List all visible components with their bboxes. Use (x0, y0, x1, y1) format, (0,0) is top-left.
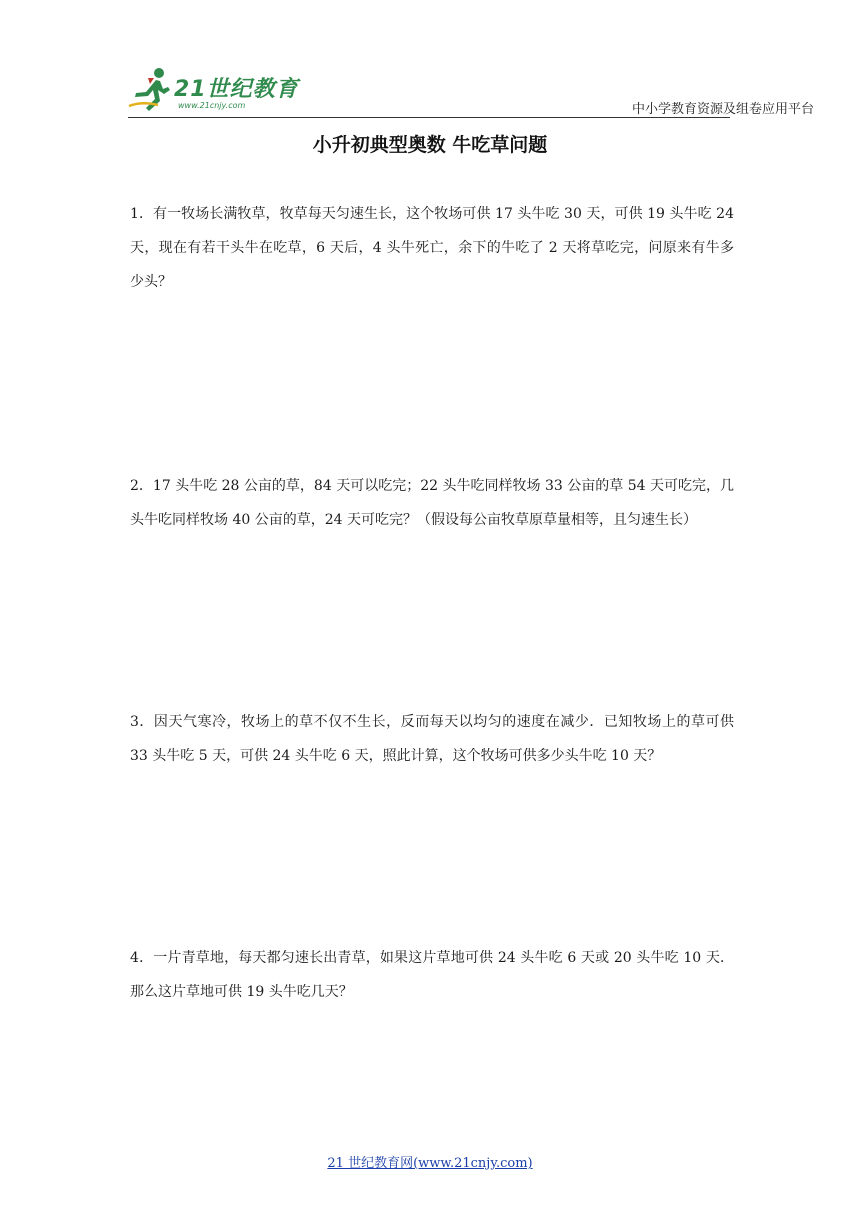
runner-logo-icon (128, 66, 174, 116)
platform-label: 中小学教育资源及组卷应用平台 (632, 102, 815, 117)
logo-url: www.21cnjy.com (178, 101, 246, 110)
problem-3: 3．因天气寒冷，牧场上的草不仅不生长，反而每天以均匀的速度在减少．已知牧场上的草可供 33 头牛吃 5 天，可供 24 头牛吃 6 天，照此计算，这个牧场可供多少头牛吃 10 天？ (130, 714, 734, 764)
footer-link[interactable]: 21 世纪教育网(www.21cnjy.com) (327, 1156, 533, 1171)
problem-2: 2．17 头牛吃 28 公亩的草，84 天可以吃完；22 头牛吃同样牧场 33 公亩的草 54 天可吃完，几头牛吃同样牧场 40 公亩的草，24 天可吃完？（假设每公亩牧草原草量相等，且匀速生长） (130, 478, 734, 528)
logo-wordmark: 21世纪教育 (174, 77, 299, 102)
page-header (0, 0, 860, 130)
header-divider (128, 117, 730, 118)
page-footer (0, 1152, 860, 1171)
problem-1: 1．有一牧场长满牧草，牧草每天匀速生长，这个牧场可供 17 头牛吃 30 天，可供 19 头牛吃 24 天，现在有若干头牛在吃草，6 天后，4 头牛死亡，余下的牛吃了 2 天将草吃完，问原来有牛多少头？ (130, 206, 734, 290)
site-logo[interactable] (128, 66, 308, 116)
problem-4: 4．一片青草地，每天都匀速长出青草，如果这片草地可供 24 头牛吃 6 天或 20 头牛吃 10 天．那么这片草地可供 19 头牛吃几天？ (130, 950, 734, 1000)
page-title: 小升初典型奥数 牛吃草问题 (312, 134, 548, 156)
